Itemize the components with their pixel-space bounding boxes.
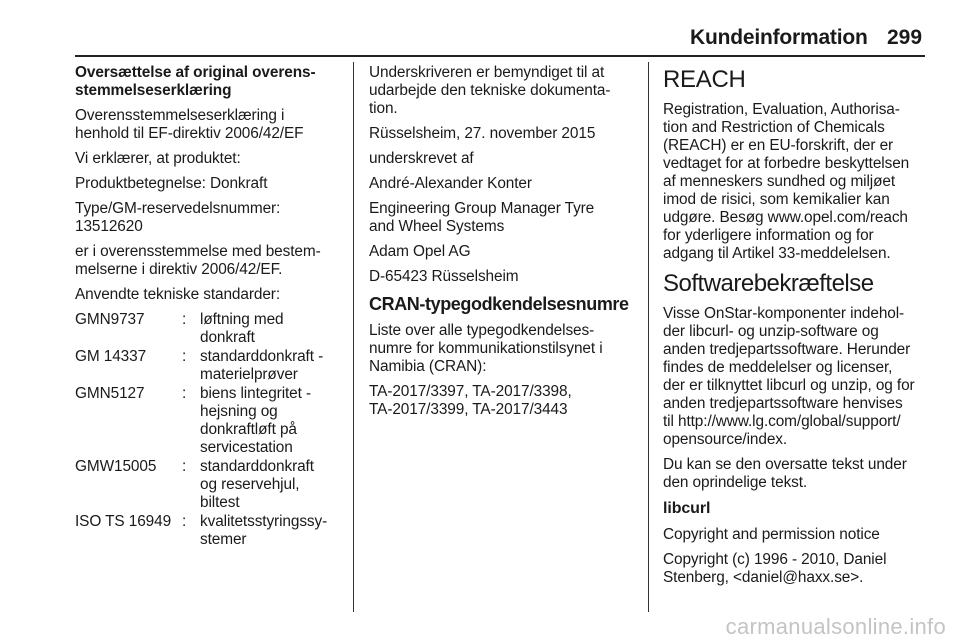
standards-row: GMW15005 : standarddonkraft og reservehjul, biltest [75,458,343,512]
standard-description: standarddonkraft - materielprøver [200,348,324,383]
declaration-heading: Oversættelse af original overens- stemmelseserklæring [75,64,316,99]
standard-description: løftning med donkraft [200,311,284,346]
standard-code: ISO TS 16949 [75,513,172,530]
standards-row: GM 14337 : standarddonkraft - materielprøver [75,348,343,384]
column-divider-2 [648,62,649,612]
middle-paragraph-6: Adam Opel AG [369,243,471,260]
standard-code: GM 14337 [75,348,147,365]
libcurl-heading: libcurl [663,500,711,517]
left-paragraph-4: Type/GM-reservedelsnummer: 13512620 [75,200,281,235]
standards-row: GMN9737 : løftning med donkraft [75,311,343,347]
header-rule [75,55,925,57]
column-divider-1 [353,62,354,612]
right-paragraph-3: Du kan se den oversatte tekst under den oprindelige tekst. [663,456,907,491]
middle-paragraph-1: Underskriveren er bemyndiget til at udarbejde den tekniske dokumenta- tion. [369,64,611,117]
middle-paragraph-9: TA-2017/3397, TA-2017/3398, TA-2017/3399, TA-2017/3443 [369,383,572,418]
standard-code: GMN9737 [75,311,145,328]
middle-paragraph-8: Liste over alle typegodkendelses- numre for kommunikationstilsynet i Namibia (CRAN): [369,322,603,375]
standard-description: kvalitetsstyringssy- stemer [200,513,328,548]
cran-heading: CRAN-typegodkendelsesnumre [369,294,629,314]
standards-row: GMN5127 : biens lintegritet - hejsning og donkraftløft på servicestation [75,385,343,457]
standards-table [75,311,343,549]
right-paragraph-2: Visse OnStar-komponenter indehol- der libcurl- og unzip-software og anden tredjepartssoftware. Herunder findes de meddelelser og licenser, der er tilknyttet libcurl og unzip, og for anden tredjepartssoftware henvises til http://www.lg.com/global/support/ opensource/index. [663,305,915,448]
left-paragraph-1: Overensstemmelseserklæring i henhold til EF-direktiv 2006/42/EF [75,107,304,142]
left-paragraph-3: Produktbetegnelse: Donkraft [75,175,268,192]
page-header-title: Kundeinformation [690,26,868,49]
software-heading: Softwarebekræftelse [663,270,874,297]
right-paragraph-4: Copyright and permission notice [663,526,880,543]
middle-paragraph-4: André-Alexander Konter [369,175,532,192]
left-paragraph-5: er i overensstemmelse med bestem- melserne i direktiv 2006/42/EF. [75,243,321,278]
left-paragraph-6: Anvendte tekniske standarder: [75,286,281,303]
reach-heading: REACH [663,66,746,93]
left-paragraph-2: Vi erklærer, at produktet: [75,150,241,167]
middle-column [369,64,637,426]
middle-paragraph-5: Engineering Group Manager Tyre and Wheel Systems [369,200,595,235]
middle-paragraph-2: Rüsselsheim, 27. november 2015 [369,125,596,142]
standard-code: GMW15005 [75,458,157,475]
right-paragraph-1: Registration, Evaluation, Authorisa- tion and Restriction of Chemicals (REACH) er en EU-forskrift, der er vedtaget for at forbedre beskyttelsen af menneskers sundhed og miljøet imod de risici, som kemikalier kan udgøre. Besøg www.opel.com/reach for yderligere information og for adgang til Artikel 33-meddelelsen. [663,101,910,262]
right-paragraph-5: Copyright (c) 1996 - 2010, Daniel Stenberg, <daniel@haxx.se>. [663,551,887,586]
watermark: carmanualsonline.info [725,614,946,639]
standards-row: ISO TS 16949 : kvalitetsstyringssy- stemer [75,513,343,549]
standard-description: biens lintegritet - hejsning og donkraftløft på servicestation [200,385,312,456]
middle-paragraph-3: underskrevet af [369,150,474,167]
left-column [75,64,343,550]
standard-description: standarddonkraft og reservehjul, biltest [200,458,314,511]
right-column [663,66,938,594]
standard-code: GMN5127 [75,385,145,402]
page-number: 299 [887,26,923,49]
middle-paragraph-7: D-65423 Rüsselsheim [369,268,519,285]
